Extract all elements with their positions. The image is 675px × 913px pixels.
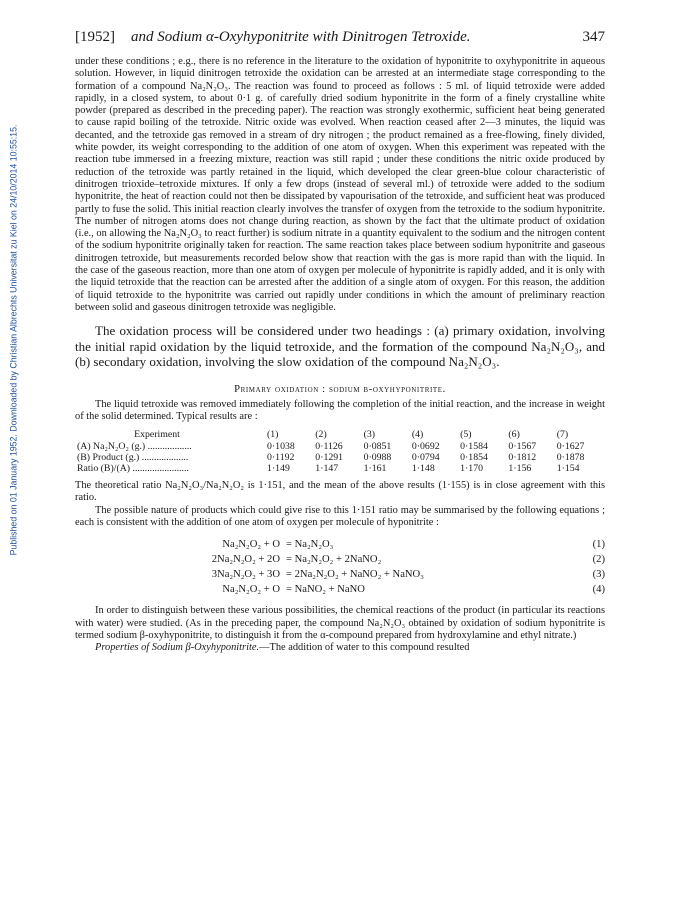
- paragraph-6: In order to distinguish between these various possibilities, the chemical reactions of the product (in particular its reactions with water) were studied. (As in the preceding paper, the compound Na₂N₂O₃ obtained by oxidation of sodium hyponitrite is termed sodium β-oxyhyponitrite, to distinguish it from the α-compound prepared from hydroxylamine and ethyl nitrate.): [75, 605, 605, 641]
- equation-lhs: 3Na₂N₂O₂ + 3O: [211, 569, 280, 581]
- equation: [75, 552, 605, 567]
- table-cell: 0·1854: [460, 451, 488, 463]
- equation-number: (3): [592, 569, 605, 581]
- table-cell: 1·154: [556, 462, 580, 474]
- table-header-cell: (4): [411, 429, 424, 441]
- table-cell: 0·1192: [267, 451, 295, 463]
- table-cell: 1·147: [315, 462, 339, 474]
- table-header-cell: (1): [267, 429, 279, 441]
- table-cell: 1·170: [460, 462, 483, 474]
- table-header-cell: (2): [315, 429, 327, 441]
- equation-lhs: Na₂N₂O₂ + O: [222, 584, 280, 596]
- table-cell: 0·1291: [315, 451, 344, 463]
- table-cell: 1·161: [363, 462, 387, 474]
- table-cell: 0·1126: [315, 440, 343, 452]
- table-cell: 0·1038: [267, 440, 295, 452]
- table-header-cell: Experiment: [134, 429, 180, 441]
- section-heading: Primary oxidation : sodium β-oxyhyponitrite.: [234, 383, 446, 395]
- equation-lhs: 2Na₂N₂O₂ + 2O: [211, 554, 280, 566]
- paragraph-5: The possible nature of products which could give rise to this 1·151 ratio may be summarised by the following equations ; each is consistent with the addition of one atom of oxygen per molecule of hyponitrite :: [75, 504, 605, 529]
- equation-rhs: = Na₂N₂O₂ + 2NaNO₂: [286, 554, 382, 566]
- equation-lhs: Na₂N₂O₂ + O: [222, 539, 280, 551]
- table-header-row: [77, 429, 605, 440]
- equation-rhs: = Na₂N₂O₃: [286, 539, 334, 551]
- paragraph-7-text: —The addition of water to this compound resulted: [259, 642, 470, 654]
- table-header-cell: (6): [508, 429, 520, 441]
- table-cell: 0·1812: [508, 451, 537, 463]
- paper-page: [75, 28, 605, 655]
- equation-rhs: = 2Na₂N₂O₂ + NaNO₂ + NaNO₃: [286, 569, 424, 581]
- paragraph-1: under these conditions ; e.g., there is no reference in the literature to the oxidation of hyponitrite to oxyhyponitrite in aqueous solution. However, in liquid dinitrogen tetroxide the oxidation can be arrested at an intermediate stage corresponding to the formation of a compound Na₂N₂O₃. The reaction was found to proceed as follows : 5 ml. of liquid tetroxide were added rapidly, in a closed system, to about 0·1 g. of carefully dried sodium hyponitrite in the form of a finely crystalline white powder (prepared as described in the preceding paper). The reaction was strongly exothermic, sufficient heat being generated to cause rapid boiling of the tetroxide. Nitric oxide was evolved. When reaction ceased after 2—3 minutes, the liquid was decanted, and the tetroxide gas removed in a stream of dry nitrogen ; the product remained as a free-flowing, finely divided, white powder, its weight corresponding to the addition of one atom of oxygen. When this experiment was repeated with the reaction tube immersed in a freezing mixture, reaction was still rapid ; under these conditions the nitric oxide produced by reduction of the tetroxide was partly retained in the liquid, which developed the clear green-blue colour characteristic of dinitrogen trioxide–tetroxide mixtures. If only a few drops (instead of several ml.) of tetroxide were added to the sodium hyponitrite, the heat of reaction could not then be dissipated by vapourisation of the tetroxide, and sufficient heat was produced partly to fuse the solid. This initial reaction clearly involves the transfer of oxygen from the tetroxide to the sodium hyponitrite. The number of nitrogen atoms does not change during reaction, as shown by the fact that the ultimate product of oxidation (i.e., on allowing the Na₂N₂O₃ to react further) is sodium nitrate in a quantity equivalent to the sodium and the nitrogen content of the sodium hyponitrite originally taken for reaction. The same reaction takes place between sodium hyponitrite and gaseous dinitrogen tetroxide, but measurements recorded below show that reaction with the gas is more rapid than with the liquid. In the case of the gaseous reaction, more than one atom of oxygen per molecule of hyponitrite is rapidly added, and it is only with the liquid tetroxide that the reaction can be arrested after the addition of a single atom of oxygen. For this reason, the addition of liquid tetroxide to the hyponitrite was carried out rapidly under conditions in which the amount of preliminary reaction between solid and gaseous dinitrogen tetroxide was negligible.: [75, 56, 605, 313]
- equation: [75, 582, 605, 597]
- table-cell: 1·156: [508, 462, 532, 474]
- table-header-cell: (7): [556, 429, 569, 441]
- running-header: [75, 28, 605, 46]
- download-watermark: [0, 60, 26, 620]
- table-cell: 0·1567: [508, 440, 537, 452]
- header-year: [1952]: [75, 29, 115, 45]
- results-table: [77, 429, 605, 474]
- equation-number: (1): [592, 539, 605, 551]
- equation: [75, 537, 605, 552]
- page-number: 347: [582, 29, 605, 45]
- subsection-lead: Properties of Sodium β-Oxyhyponitrite.: [95, 642, 260, 654]
- download-watermark-text: Published on 01 January 1952. Downloaded by Christian Albrechts Universitat zu Kiel on 24/10/2014 10:55:15.: [8, 124, 18, 556]
- table-cell: 0·0692: [411, 440, 440, 452]
- equation-number: (4): [592, 584, 605, 596]
- table-header-cell: (5): [460, 429, 472, 441]
- table-cell: 0·1627: [556, 440, 585, 452]
- table-cell: 0·0794: [411, 451, 440, 463]
- equation-number: (2): [592, 554, 605, 566]
- table-header-cell: (3): [363, 429, 376, 441]
- table-row: [77, 441, 605, 452]
- table-cell: 1·149: [267, 462, 290, 474]
- equation-rhs: = NaNO₂ + NaNO: [286, 584, 365, 596]
- paragraph-2: The oxidation process will be considered under two headings : (a) primary oxidation, involving the initial rapid oxidation by the liquid tetroxide, and the formation of the compound Na₂N₂O₃, and (b) secondary oxidation, involving the slow oxidation of the compound Na₂N₂O₃.: [75, 323, 605, 370]
- table-cell: 0·0851: [363, 440, 392, 452]
- table-row-label: (A) Na₂N₂O₂ (g.) ..................: [77, 440, 192, 452]
- table-row-label: Ratio (B)/(A) .......................: [77, 462, 189, 474]
- header-title: and Sodium α-Oxyhyponitrite with Dinitrogen Tetroxide.: [131, 29, 471, 45]
- equation: [75, 567, 605, 582]
- paragraph-7: [75, 642, 605, 654]
- paragraph-4: The theoretical ratio Na₂N₂O₃/Na₂N₂O₂ is 1·151, and the mean of the above results (1·155) is in close agreement with this ratio.: [75, 480, 605, 504]
- paragraph-3: The liquid tetroxide was removed immediately following the completion of the initial reaction, and the increase in weight of the solid determined. Typical results are :: [75, 398, 605, 423]
- table-row: [77, 463, 605, 474]
- table-cell: 0·0988: [363, 451, 392, 463]
- table-row-label: (B) Product (g.) ...................: [77, 451, 189, 463]
- table-cell: 0·1878: [556, 451, 585, 463]
- equation-list: [75, 537, 605, 597]
- table-row: [77, 452, 605, 463]
- table-cell: 1·148: [411, 462, 435, 474]
- table-cell: 0·1584: [460, 440, 488, 452]
